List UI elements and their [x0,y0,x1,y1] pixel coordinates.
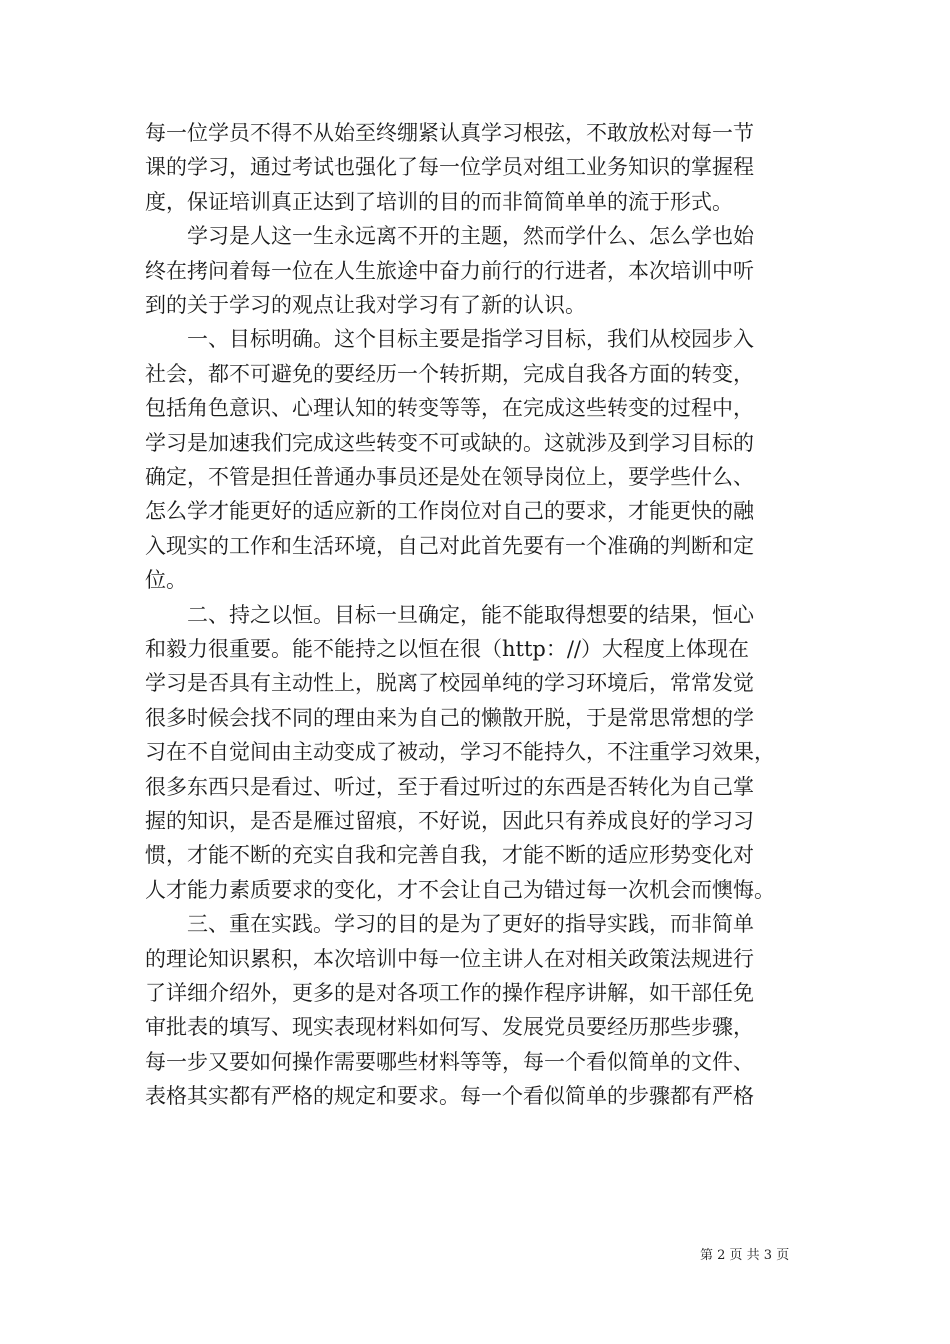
text-line: 怎么学才能更好的适应新的工作岗位对自己的要求，才能更快的融 [145,499,754,524]
text-line: 表格其实都有严格的规定和要求。每一个看似简单的步骤都有严格 [145,1084,754,1109]
text-line: 课的学习，通过考试也强化了每一位学员对组工业务知识的掌握程 [145,155,754,180]
text-line: 社会，都不可避免的要经历一个转折期，完成自我各方面的转变， [145,361,754,386]
text-line: 学习是否具有主动性上，脱离了校园单纯的学习环境后，常常发觉 [145,671,754,696]
text-line: 惯，才能不断的充实自我和完善自我，才能不断的适应形势变化对 [145,843,754,868]
text-line: 包括角色意识、心理认知的转变等等，在完成这些转变的过程中， [145,396,754,421]
text-line: 学习是加速我们完成这些转变不可或缺的。这就涉及到学习目标的 [145,430,754,455]
text-line: 一、目标明确。这个目标主要是指学习目标，我们从校园步入 [145,327,754,352]
text-line: 每一位学员不得不从始至终绷紧认真学习根弦，不敢放松对每一节 [145,121,754,145]
text-line: 度，保证培训真正达到了培训的目的而非简简单单的流于形式。 [145,189,733,214]
text-line: 到的关于学习的观点让我对学习有了新的认识。 [145,293,586,317]
text-line: 终在拷问着每一位在人生旅途中奋力前行的行进者，本次培训中听 [145,258,754,283]
page-number: 第 2 页 共 3 页 [700,1248,790,1263]
text-line: 的理论知识累积，本次培训中每一位主讲人在对相关政策法规进行 [145,946,754,971]
text-line: 三、重在实践。学习的目的是为了更好的指导实践，而非简单 [145,912,754,937]
text-line: 很多东西只是看过、听过，至于看过听过的东西是否转化为自己掌 [145,774,754,799]
text-line: 握的知识，是否是雁过留痕，不好说，因此只有养成良好的学习习 [145,809,754,833]
text-line: 确定，不管是担任普通办事员还是处在领导岗位上，要学些什么、 [145,465,754,489]
text-line: 位。 [145,568,187,593]
text-line: 很多时候会找不同的理由来为自己的懒散开脱，于是常思常想的学 [145,705,754,730]
text-line: 人才能力素质要求的变化，才不会让自己为错过每一次机会而懊悔。 [145,877,775,902]
text-line: 二、持之以恒。目标一旦确定，能不能取得想要的结果，恒心 [145,602,754,627]
text-line: 审批表的填写、现实表现材料如何写、发展党员要经历那些步骤， [145,1015,754,1040]
text-line: 每一步又要如何操作需要哪些材料等等，每一个看似简单的文件、 [145,1049,754,1074]
text-line: 入现实的工作和生活环境，自己对此首先要有一个准确的判断和定 [145,533,754,558]
text-line: 了详细介绍外，更多的是对各项工作的操作程序讲解，如干部任免 [145,981,754,1005]
text-line: 和毅力很重要。能不能持之以恒在很（http：//）大程度上体现在 [145,637,749,661]
text-line: 学习是人这一生永远离不开的主题，然而学什么、怎么学也始 [145,224,754,249]
text-line: 习在不自觉间由主动变成了被动，学习不能持久，不注重学习效果， [145,740,775,765]
